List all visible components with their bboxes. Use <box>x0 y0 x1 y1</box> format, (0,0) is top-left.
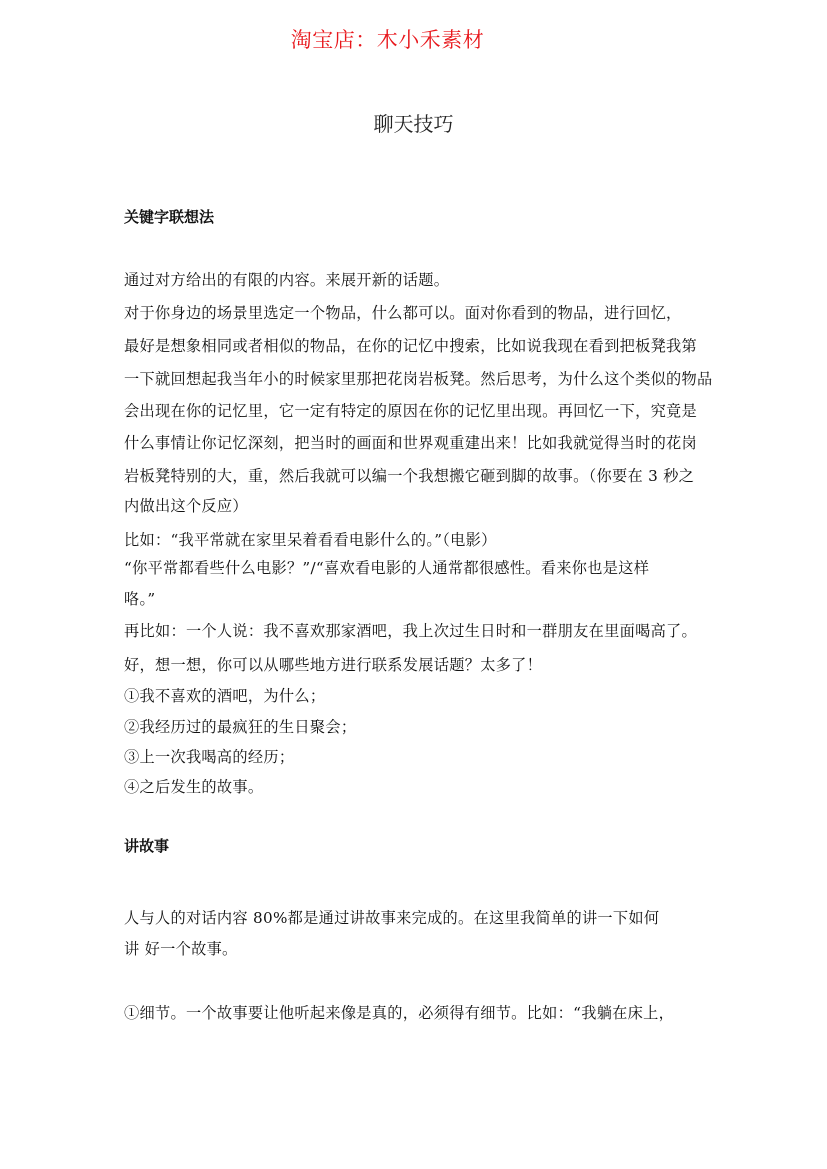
example-line: 比如：“我平常就在家里呆着看看电影什么的。”（电影） <box>124 531 497 549</box>
paragraph-line: 一下就回想起我当年小的时候家里那把花岗岩板凳。然后思考，为什么这个类似的物品 <box>124 370 713 388</box>
list-item: ①细节。一个故事要让他听起来像是真的，必须得有细节。比如：“我躺在床上， <box>124 1004 675 1022</box>
paragraph-line: 好，想一想，你可以从哪些地方进行联系发展话题？太多了！ <box>124 656 543 674</box>
paragraph-line: 什么事情让你记忆深刻，把当时的画面和世界观重建出来！比如我就觉得当时的花岗 <box>124 434 698 452</box>
section-heading-storytelling: 讲故事 <box>124 837 170 855</box>
paragraph-line: 内做出这个反应） <box>124 497 248 515</box>
page-title: 聊天技巧 <box>373 112 454 136</box>
section-heading-keyword-association: 关键字联想法 <box>124 208 215 226</box>
list-item: ①我不喜欢的酒吧，为什么； <box>124 687 326 705</box>
paragraph-line: 讲 好一个故事。 <box>124 940 238 958</box>
paragraph-line: 最好是想象相同或者相似的物品，在你的记忆中搜索，比如说我现在看到把板凳我第 <box>124 337 698 355</box>
paragraph-line: 会出现在你的记忆里，它一定有特定的原因在你的记忆里出现。再回忆一下，究竟是 <box>124 402 698 420</box>
example-line: 咯。” <box>124 590 156 608</box>
list-item: ④之后发生的故事。 <box>124 778 264 796</box>
example-line: “你平常都看些什么电影？”/“喜欢看电影的人通常都很感性。看来你也是这样 <box>124 559 650 577</box>
list-item: ②我经历过的最疯狂的生日聚会； <box>124 718 357 736</box>
paragraph-line: 通过对方给出的有限的内容。来展开新的话题。 <box>124 271 450 289</box>
example-line: 再比如：一个人说：我不喜欢那家酒吧，我上次过生日时和一群朋友在里面喝高了。 <box>124 622 698 640</box>
paragraph-line: 对于你身边的场景里选定一个物品，什么都可以。面对你看到的物品，进行回忆， <box>124 304 682 322</box>
paragraph-line: 岩板凳特别的大，重，然后我就可以编一个我想搬它砸到脚的故事。（你要在 3 秒之 <box>124 467 695 485</box>
watermark-shop-name: 淘宝店：木小禾素材 <box>290 28 485 52</box>
list-item: ③上一次我喝高的经历； <box>124 748 295 766</box>
paragraph-line: 人与人的对话内容 80%都是通过讲故事来完成的。在这里我简单的讲一下如何 <box>124 909 660 927</box>
